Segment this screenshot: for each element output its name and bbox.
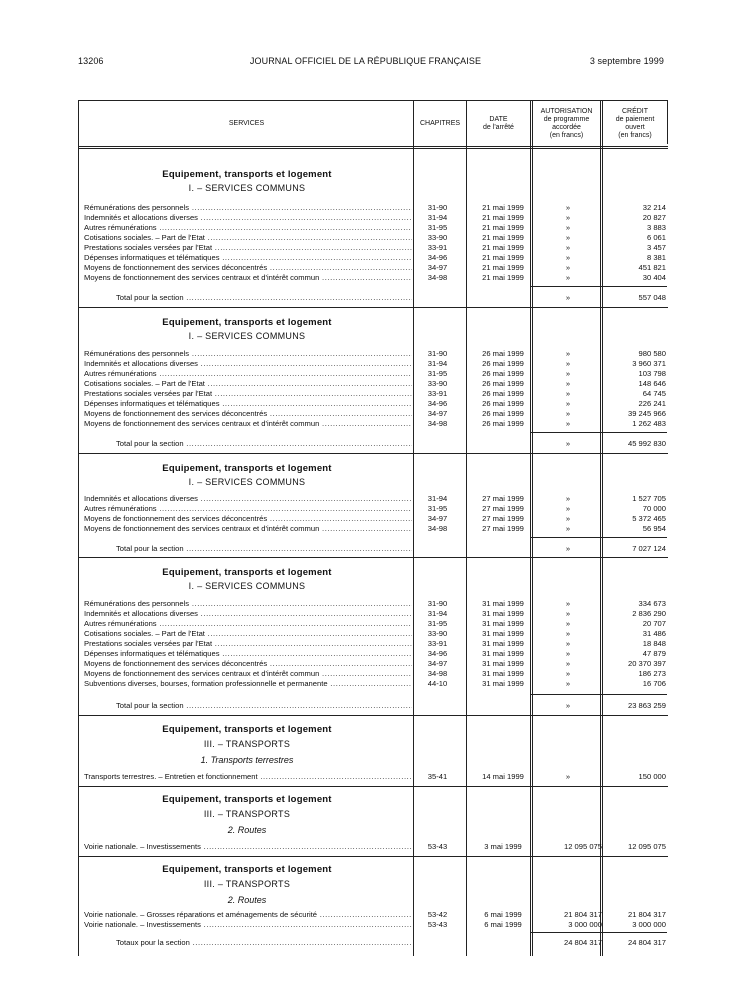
table-row: [84, 659, 666, 669]
row-label: Moyens de fonctionnement des services déconcentrés .....: [84, 263, 412, 273]
row-autorisation: »: [565, 504, 571, 513]
row-autorisation: »: [565, 253, 571, 262]
table-row: [84, 629, 666, 639]
row-autorisation: »: [565, 369, 571, 378]
row-date: 31 mai 1999: [482, 669, 524, 678]
row-credit: 3 000 000: [632, 920, 666, 929]
row-credit: 148 646: [638, 379, 666, 388]
row-chapitre: 31-95: [427, 619, 448, 628]
row-chapitre: 33-91: [427, 243, 448, 252]
row-credit: 451 821: [638, 263, 666, 272]
section-total-autorisation: »: [565, 293, 571, 302]
section-title: Equipement, transports et logement: [162, 794, 332, 805]
row-label: Rémunérations des personnels .....: [84, 203, 412, 213]
col-header-chapitres-label: CHAPITRES: [419, 119, 461, 127]
row-date: 31 mai 1999: [482, 609, 524, 618]
row-label: Autres rémunérations .....: [84, 369, 412, 379]
section-title: Equipement, transports et logement: [162, 317, 332, 328]
row-autorisation: »: [565, 359, 571, 368]
row-autorisation: »: [565, 213, 571, 222]
section-subtitle: III. – TRANSPORTS: [203, 809, 291, 819]
row-label: Cotisations sociales. – Part de l'Etat .....: [84, 233, 412, 243]
table-row: [84, 389, 666, 399]
row-date: 26 mai 1999: [482, 369, 524, 378]
table-row: [84, 842, 666, 852]
section-subtitle-detail: 2. Routes: [227, 895, 267, 905]
row-chapitre: 34-98: [427, 419, 448, 428]
table-row: [84, 263, 666, 273]
row-chapitre: 34-98: [427, 273, 448, 282]
table-row: [84, 669, 666, 679]
row-label: Subventions diverses, bourses, formation professionnelle et permanente .....: [84, 679, 412, 689]
row-chapitre: 31-90: [427, 599, 448, 608]
row-date: 21 mai 1999: [482, 273, 524, 282]
row-autorisation: 3 000 000: [568, 920, 602, 929]
row-label: Indemnités et allocations diverses .....: [84, 609, 412, 619]
row-label: Dépenses informatiques et télématiques .....: [84, 253, 412, 263]
row-label: Rémunérations des personnels .....: [84, 599, 412, 609]
total-box-line: [531, 694, 667, 707]
row-date: 14 mai 1999: [482, 772, 524, 781]
row-label: Autres rémunérations .....: [84, 504, 412, 514]
row-date: 31 mai 1999: [482, 679, 524, 688]
row-date: 26 mai 1999: [482, 359, 524, 368]
row-autorisation: »: [565, 669, 571, 678]
row-chapitre: 34-98: [427, 524, 448, 533]
row-chapitre: 31-90: [427, 203, 448, 212]
row-chapitre: 34-96: [427, 253, 448, 262]
table-row: [84, 910, 666, 920]
row-label: Transports terrestres. – Entretien et fonctionnement .....: [84, 772, 412, 782]
section-separator: [78, 715, 668, 716]
row-chapitre: 35-41: [427, 772, 448, 781]
row-label: Moyens de fonctionnement des services déconcentrés .....: [84, 409, 412, 419]
section-subtitle-detail: 2. Routes: [227, 825, 267, 835]
row-label: Prestations sociales versées par l'Etat .....: [84, 243, 412, 253]
section-total-credit: 24 804 317: [627, 938, 666, 947]
row-label: Moyens de fonctionnement des services centraux et d'intérêt commun .....: [84, 419, 412, 429]
row-label: Indemnités et allocations diverses .....: [84, 359, 412, 369]
row-label: Autres rémunérations .....: [84, 619, 412, 629]
row-chapitre: 33-90: [427, 629, 448, 638]
row-credit: 3 457: [646, 243, 666, 252]
row-date: 21 mai 1999: [482, 213, 524, 222]
row-autorisation: »: [565, 494, 571, 503]
col-header-credit-line4: (en francs): [618, 131, 652, 139]
row-credit: 226 241: [638, 399, 666, 408]
row-label: Moyens de fonctionnement des services déconcentrés .....: [84, 659, 412, 669]
section-separator: [78, 856, 668, 857]
row-date: 26 mai 1999: [482, 399, 524, 408]
row-chapitre: 31-95: [427, 223, 448, 232]
section-title: Equipement, transports et logement: [162, 567, 332, 578]
publication-date: 3 septembre 1999: [589, 56, 664, 66]
section-total-credit: 45 992 830: [627, 439, 666, 448]
row-autorisation: »: [565, 203, 571, 212]
row-date: 21 mai 1999: [482, 233, 524, 242]
row-credit: 150 000: [638, 772, 666, 781]
col-header-autorisation-line3: accordée: [552, 123, 581, 131]
table-row: [84, 609, 666, 619]
section-subtitle: III. – TRANSPORTS: [203, 739, 291, 749]
col-header-autorisation-line4: (en francs): [549, 131, 584, 139]
row-autorisation: »: [565, 524, 571, 533]
row-chapitre: 33-90: [427, 379, 448, 388]
row-credit: 20 370 397: [627, 659, 666, 668]
row-chapitre: 53-43: [427, 842, 448, 851]
table-row: [84, 243, 666, 253]
row-chapitre: 31-95: [427, 504, 448, 513]
row-date: 27 mai 1999: [482, 504, 524, 513]
row-credit: 20 827: [642, 213, 666, 222]
section-total-label: Total pour la section .....: [116, 293, 412, 303]
row-credit: 3 960 371: [632, 359, 666, 368]
row-credit: 980 580: [638, 349, 666, 358]
row-label: Autres rémunérations .....: [84, 223, 412, 233]
row-credit: 186 273: [638, 669, 666, 678]
table-row: [84, 920, 666, 930]
row-chapitre: 34-96: [427, 399, 448, 408]
col-header-date: [467, 101, 530, 146]
row-chapitre: 34-97: [427, 263, 448, 272]
row-date: 31 mai 1999: [482, 629, 524, 638]
row-chapitre: 44-10: [427, 679, 448, 688]
section-title: Equipement, transports et logement: [162, 864, 332, 875]
row-autorisation: »: [565, 772, 571, 781]
row-label: Moyens de fonctionnement des services centraux et d'intérêt commun .....: [84, 524, 412, 534]
col-header-services-label: SERVICES: [228, 119, 265, 127]
table-row: [84, 599, 666, 609]
row-autorisation: 12 095 075: [563, 842, 602, 851]
row-label: Voirie nationale. – Investissements .....: [84, 920, 412, 930]
row-label: Moyens de fonctionnement des services centraux et d'intérêt commun .....: [84, 273, 412, 283]
row-chapitre: 34-97: [427, 409, 448, 418]
row-autorisation: »: [565, 389, 571, 398]
row-credit: 1 262 483: [632, 419, 666, 428]
row-chapitre: 34-98: [427, 669, 448, 678]
row-credit: 18 848: [642, 639, 666, 648]
row-label: Moyens de fonctionnement des services déconcentrés .....: [84, 514, 412, 524]
row-label: Voirie nationale. – Grosses réparations et aménagements de sécurité .....: [84, 910, 412, 920]
row-credit: 103 798: [638, 369, 666, 378]
row-credit: 334 673: [638, 599, 666, 608]
section-total-autorisation: 24 804 317: [563, 938, 602, 947]
col-header-services: [80, 101, 413, 146]
row-date: 27 mai 1999: [482, 514, 524, 523]
row-date: 21 mai 1999: [482, 253, 524, 262]
table-row: [84, 273, 666, 283]
section-subtitle: I. – SERVICES COMMUNS: [188, 331, 306, 341]
row-autorisation: »: [565, 649, 571, 658]
row-label: Indemnités et allocations diverses .....: [84, 494, 412, 504]
row-autorisation: »: [565, 273, 571, 282]
row-chapitre: 31-94: [427, 359, 448, 368]
table-row: [84, 213, 666, 223]
row-credit: 39 245 966: [627, 409, 666, 418]
row-date: 6 mai 1999: [484, 910, 522, 919]
col-header-credit-line2: de paiement: [615, 115, 655, 123]
row-credit: 56 954: [642, 524, 666, 533]
row-chapitre: 33-90: [427, 233, 448, 242]
row-credit: 32 214: [642, 203, 666, 212]
row-autorisation: »: [565, 599, 571, 608]
row-date: 21 mai 1999: [482, 223, 524, 232]
total-box-line: [531, 432, 667, 445]
section-total-credit: 557 048: [638, 293, 666, 302]
row-credit: 16 706: [642, 679, 666, 688]
row-label: Rémunérations des personnels .....: [84, 349, 412, 359]
row-date: 26 mai 1999: [482, 409, 524, 418]
table-row: [84, 349, 666, 359]
col-header-autorisation-line1: AUTORISATION: [540, 107, 593, 115]
table-row: [84, 679, 666, 689]
row-credit: 1 527 705: [632, 494, 666, 503]
row-label: Prestations sociales versées par l'Etat .....: [84, 639, 412, 649]
row-autorisation: »: [565, 609, 571, 618]
row-autorisation: »: [565, 243, 571, 252]
section-subtitle: I. – SERVICES COMMUNS: [188, 183, 306, 193]
section-title: Equipement, transports et logement: [162, 724, 332, 735]
row-date: 31 mai 1999: [482, 659, 524, 668]
row-autorisation: »: [565, 233, 571, 242]
row-credit: 64 745: [642, 389, 666, 398]
row-autorisation: »: [565, 629, 571, 638]
section-separator: [78, 557, 668, 558]
section-separator: [78, 307, 668, 308]
row-date: 21 mai 1999: [482, 263, 524, 272]
row-autorisation: »: [565, 349, 571, 358]
table-row: [84, 419, 666, 429]
row-credit: 31 486: [642, 629, 666, 638]
row-date: 31 mai 1999: [482, 619, 524, 628]
row-date: 3 mai 1999: [484, 842, 522, 851]
section-separator: [78, 453, 668, 454]
table-row: [84, 409, 666, 419]
row-label: Voirie nationale. – Investissements .....: [84, 842, 412, 852]
col-header-date-line2: de l'arrêté: [483, 123, 514, 131]
table-row: [84, 223, 666, 233]
table-row: [84, 379, 666, 389]
table-row: [84, 772, 666, 782]
col-header-chapitres: [414, 101, 466, 146]
row-date: 26 mai 1999: [482, 349, 524, 358]
row-autorisation: »: [565, 409, 571, 418]
row-date: 6 mai 1999: [484, 920, 522, 929]
table-row: [84, 203, 666, 213]
row-chapitre: 31-95: [427, 369, 448, 378]
row-date: 27 mai 1999: [482, 494, 524, 503]
col-header-credit-line1: CRÉDIT: [621, 107, 649, 115]
row-label: Dépenses informatiques et télématiques .....: [84, 399, 412, 409]
table-row: [84, 649, 666, 659]
row-credit: 5 372 465: [632, 514, 666, 523]
col-header-autorisation-line2: de programme: [543, 115, 590, 123]
row-credit: 47 879: [642, 649, 666, 658]
journal-title: JOURNAL OFFICIEL DE LA RÉPUBLIQUE FRANÇAISE: [249, 56, 482, 66]
row-date: 31 mai 1999: [482, 599, 524, 608]
row-chapitre: 33-91: [427, 389, 448, 398]
row-chapitre: 34-97: [427, 659, 448, 668]
row-chapitre: 31-94: [427, 494, 448, 503]
row-date: 31 mai 1999: [482, 649, 524, 658]
row-autorisation: 21 804 317: [563, 910, 602, 919]
row-chapitre: 53-43: [427, 920, 448, 929]
col-header-credit: [603, 101, 667, 146]
row-chapitre: 31-94: [427, 213, 448, 222]
section-total-label: Total pour la section .....: [116, 439, 412, 449]
section-separator: [78, 786, 668, 787]
total-box-line: [531, 537, 667, 550]
section-total-label: Total pour la section .....: [116, 701, 412, 711]
row-date: 27 mai 1999: [482, 524, 524, 533]
row-label: Prestations sociales versées par l'Etat .....: [84, 389, 412, 399]
row-autorisation: »: [565, 419, 571, 428]
table-row: [84, 399, 666, 409]
section-total-label: Totaux pour la section .....: [116, 938, 412, 948]
row-autorisation: »: [565, 399, 571, 408]
row-autorisation: »: [565, 379, 571, 388]
row-autorisation: »: [565, 514, 571, 523]
row-credit: 30 404: [642, 273, 666, 282]
row-date: 21 mai 1999: [482, 203, 524, 212]
row-chapitre: 31-94: [427, 609, 448, 618]
row-credit: 20 707: [642, 619, 666, 628]
row-date: 31 mai 1999: [482, 639, 524, 648]
row-credit: 6 061: [646, 233, 666, 242]
col-header-credit-line3: ouvert: [625, 123, 645, 131]
table-row: [84, 233, 666, 243]
section-subtitle: I. – SERVICES COMMUNS: [188, 477, 306, 487]
table-row: [84, 494, 666, 504]
section-subtitle: I. – SERVICES COMMUNS: [188, 581, 306, 591]
section-subtitle-detail: 1. Transports terrestres: [200, 755, 294, 765]
row-chapitre: 33-91: [427, 639, 448, 648]
table-row: [84, 619, 666, 629]
row-chapitre: 34-96: [427, 649, 448, 658]
section-total-autorisation: »: [565, 701, 571, 710]
page-number: 13206: [78, 56, 104, 66]
row-credit: 3 883: [646, 223, 666, 232]
section-title: Equipement, transports et logement: [162, 169, 332, 180]
row-autorisation: »: [565, 223, 571, 232]
section-title: Equipement, transports et logement: [162, 463, 332, 474]
row-credit: 70 000: [642, 504, 666, 513]
row-autorisation: »: [565, 639, 571, 648]
total-box-line: [531, 286, 667, 299]
table-row: [84, 369, 666, 379]
row-label: Moyens de fonctionnement des services centraux et d'intérêt commun .....: [84, 669, 412, 679]
section-total-autorisation: »: [565, 544, 571, 553]
table-row: [84, 524, 666, 534]
section-subtitle: III. – TRANSPORTS: [203, 879, 291, 889]
section-total-autorisation: »: [565, 439, 571, 448]
row-chapitre: 53-42: [427, 910, 448, 919]
row-credit: 21 804 317: [627, 910, 666, 919]
row-date: 26 mai 1999: [482, 419, 524, 428]
row-autorisation: »: [565, 679, 571, 688]
row-credit: 8 381: [646, 253, 666, 262]
row-autorisation: »: [565, 659, 571, 668]
row-autorisation: »: [565, 263, 571, 272]
table-row: [84, 514, 666, 524]
table-row: [84, 639, 666, 649]
row-autorisation: »: [565, 619, 571, 628]
table-row: [84, 504, 666, 514]
row-date: 26 mai 1999: [482, 389, 524, 398]
row-label: Indemnités et allocations diverses .....: [84, 213, 412, 223]
total-box-line: [531, 932, 667, 945]
row-label: Dépenses informatiques et télématiques .....: [84, 649, 412, 659]
row-date: 26 mai 1999: [482, 379, 524, 388]
row-chapitre: 34-97: [427, 514, 448, 523]
row-chapitre: 31-90: [427, 349, 448, 358]
row-credit: 2 836 290: [632, 609, 666, 618]
col-header-date-line1: DATE: [489, 115, 508, 123]
section-total-credit: 23 863 259: [627, 701, 666, 710]
col-header-autorisation: [533, 101, 600, 146]
row-label: Cotisations sociales. – Part de l'Etat .....: [84, 629, 412, 639]
row-credit: 12 095 075: [627, 842, 666, 851]
section-total-credit: 7 027 124: [632, 544, 666, 553]
table-row: [84, 359, 666, 369]
table-row: [84, 253, 666, 263]
section-total-label: Total pour la section .....: [116, 544, 412, 554]
row-date: 21 mai 1999: [482, 243, 524, 252]
row-label: Cotisations sociales. – Part de l'Etat .....: [84, 379, 412, 389]
